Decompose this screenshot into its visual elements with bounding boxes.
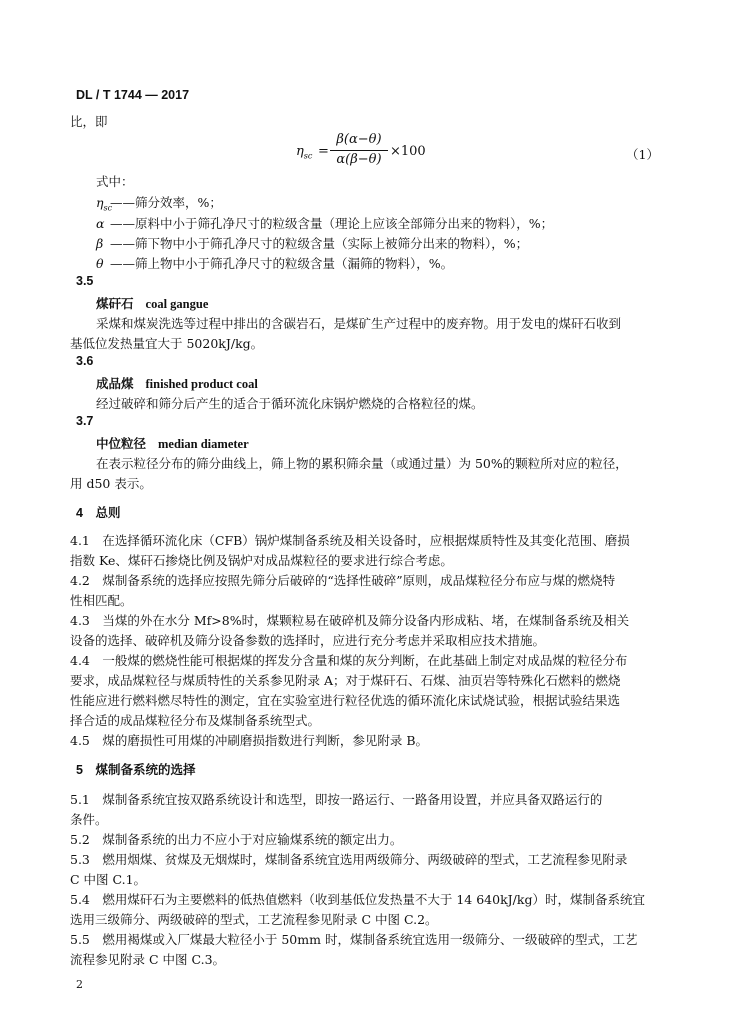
intro-text: 比，即: [70, 114, 108, 129]
section-heading: 5 煤制备系统的选择: [76, 763, 196, 777]
clause-line: 4.5 煤的磨损性可用煤的冲刷磨损指数进行判断，参见附录 B。: [70, 733, 429, 748]
clause-line: C 中图 C.1。: [70, 872, 147, 887]
term-title: 中位粒径 median diameter: [96, 436, 249, 451]
variable-definition: β ——筛下物中小于筛孔净尺寸的粒级含量（实际上被筛分出来的物料），%；: [96, 236, 529, 251]
clause-line: 5.5 燃用褐煤或入厂煤最大粒径小于 50mm 时，煤制备系统宜选用一级筛分、一级破碎的型式，工艺: [70, 932, 638, 947]
screening-efficiency-formula: $\eta_{sc}$ = β(α−θ) α(β−θ) ×100: [296, 132, 426, 167]
clause-line: 4.4 一般煤的燃烧性能可根据煤的挥发分含量和煤的灰分判断，在此基础上制定对成品煤的粒径分布: [70, 653, 628, 668]
clause-line: 择合适的成品煤粒径分布及煤制备系统型式。: [70, 713, 321, 728]
term-definition: 在表示粒径分布的筛分曲线上，筛上物的累积筛余量（或通过量）为 50%的颗粒所对应的粒径，: [96, 456, 628, 471]
clause-line: 要求，成品煤粒径与煤质特性的关系参见附录 A；对于煤矸石、石煤、油页岩等特殊化石燃料的燃烧: [70, 673, 621, 688]
clause-number: 3.5: [76, 274, 94, 288]
clause-line: 5.1 煤制备系统宜按双路系统设计和选型，即按一路运行、一路备用设置，并应具备双路运行的: [70, 792, 603, 807]
clause-number: 3.7: [76, 414, 94, 428]
variable-definition: $\eta_{sc}——$筛分效率，%；: [96, 195, 222, 213]
variable-definition: α ——原料中小于筛孔净尺寸的粒级含量（理论上应该全部筛分出来的物料），%；: [96, 216, 554, 231]
term-definition: 用 d50 表示。: [70, 476, 152, 491]
clause-line: 5.2 煤制备系统的出力不应小于对应输煤系统的额定出力。: [70, 832, 403, 847]
page-number: 2: [76, 978, 83, 991]
clause-line: 4.3 当煤的外在水分 Mf>8%时，煤颗粒易在破碎机及筛分设备内形成粘、堵，在煤制备系统及相关: [70, 613, 630, 628]
clause-line: 性相匹配。: [70, 593, 133, 608]
fraction-bar: [330, 150, 388, 151]
clause-line: 设备的选择、破碎机及筛分设备参数的选择时，应进行充分考虑并采取相应技术措施。: [70, 633, 546, 648]
clause-line: 选用三级筛分、两级破碎的型式，工艺流程参见附录 C 中图 C.2。: [70, 912, 438, 927]
clause-line: 4.2 煤制备系统的选择应按照先筛分后破碎的“选择性破碎”原则，成品煤粒径分布应与煤的燃烧特: [70, 573, 616, 588]
clause-line: 5.3 燃用烟煤、贫煤及无烟煤时，煤制备系统宜选用两级筛分、两级破碎的型式，工艺流程参见附录: [70, 852, 628, 867]
where-label: 式中：: [96, 174, 134, 189]
clause-line: 5.4 燃用煤矸石为主要燃料的低热值燃料（收到基低位发热量不大于 14 640kJ/kg）时，煤制备系统宜: [70, 892, 645, 907]
document-id: DL / T 1744 — 2017: [76, 88, 190, 102]
formula-tail: ×100: [390, 144, 426, 159]
formula-lhs: $\eta_{sc}$: [296, 144, 313, 161]
term-definition: 经过破碎和筛分后产生的适合于循环流化床锅炉燃烧的合格粒径的煤。: [96, 396, 484, 411]
term-title: 成品煤 finished product coal: [96, 376, 258, 391]
term-definition: 基低位发热量宜大于 5020kJ/kg。: [70, 336, 264, 351]
clause-line: 条件。: [70, 812, 108, 827]
clause-line: 性能应进行燃料燃尽特性的测定，宜在实验室进行粒径优选的循环流化床试烧试验，根据试验结果选: [70, 693, 621, 708]
clause-line: 4.1 在选择循环流化床（CFB）锅炉煤制备系统及相关设备时，应根据煤质特性及其变化范围、磨损: [70, 533, 630, 548]
clause-number: 3.6: [76, 354, 94, 368]
variable-definition: θ ——筛上物中小于筛孔净尺寸的粒级含量（漏筛的物料），%。: [96, 256, 454, 271]
term-definition: 采煤和煤炭洗选等过程中排出的含碳岩石，是煤矿生产过程中的废弃物。用于发电的煤矸石收到: [96, 316, 622, 331]
formula-numerator: β(α−θ): [336, 132, 382, 147]
clause-line: 指数 Ke、煤矸石掺烧比例及锅炉对成品煤粒径的要求进行综合考虑。: [70, 553, 453, 568]
term-title: 煤矸石 coal gangue: [96, 296, 209, 311]
clause-line: 流程参见附录 C 中图 C.3。: [70, 952, 226, 967]
formula-denominator: α(β−θ): [336, 152, 382, 167]
equation-number: （1）: [626, 147, 659, 162]
section-heading: 4 总则: [76, 506, 121, 520]
